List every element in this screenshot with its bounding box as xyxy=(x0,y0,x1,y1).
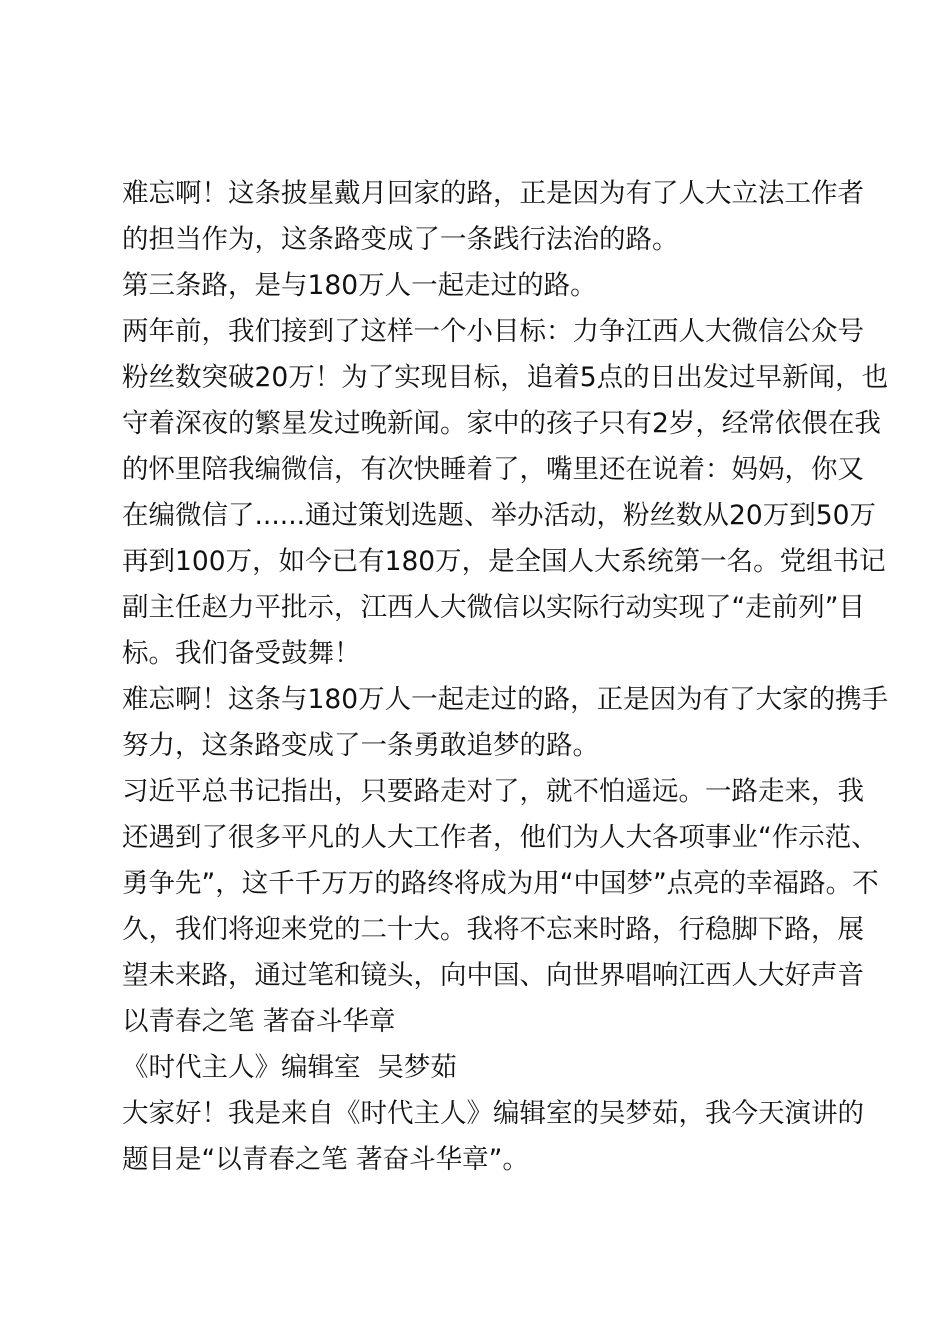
section-title: 以青春之笔 著奋斗华章 xyxy=(122,1006,396,1037)
text-line: 还遇到了很多平凡的人大工作者，他们为人大各项事业“作示范、 xyxy=(122,822,878,853)
text-line: 再到100万，如今已有180万，是全国人大系统第一名。党组书记 xyxy=(122,546,886,577)
author-line: 《时代主人》编辑室 吴梦茹 xyxy=(122,1052,457,1083)
text-line: 勇争先”，这千千万万的路终将成为用“中国梦”点亮的幸福路。不 xyxy=(122,868,879,899)
text-line: 粉丝数突破20万！为了实现目标，追着5点的日出发过早新闻，也 xyxy=(122,362,889,393)
text-line: 守着深夜的繁星发过晚新闻。家中的孩子只有2岁，经常依偎在我 xyxy=(122,408,881,439)
text-line: 题目是“以青春之笔 著奋斗华章”。 xyxy=(122,1144,529,1175)
text-line: 副主任赵力平批示，江西人大微信以实际行动实现了“走前列”目 xyxy=(122,592,865,623)
text-line: 的担当作为，这条路变成了一条践行法治的路。 xyxy=(122,224,679,255)
text-line: 望未来路，通过笔和镜头，向中国、向世界唱响江西人大好声音 xyxy=(122,960,864,991)
text-line: 第三条路，是与180万人一起走过的路。 xyxy=(122,270,597,301)
text-line: 在编微信了......通过策划选题、举办活动，粉丝数从20万到50万 xyxy=(122,500,876,531)
text-line: 难忘啊！这条披星戴月回家的路，正是因为有了人大立法工作者 xyxy=(122,178,864,209)
text-line: 难忘啊！这条与180万人一起走过的路，正是因为有了大家的携手 xyxy=(122,684,889,715)
text-line: 标。我们备受鼓舞！ xyxy=(122,638,361,669)
text-line: 努力，这条路变成了一条勇敢追梦的路。 xyxy=(122,730,599,761)
text-line: 两年前，我们接到了这样一个小目标：力争江西人大微信公众号 xyxy=(122,316,864,347)
document-body xyxy=(122,171,889,1183)
text-line: 大家好！我是来自《时代主人》编辑室的吴梦茹，我今天演讲的 xyxy=(122,1098,864,1129)
text-line: 久，我们将迎来党的二十大。我将不忘来时路，行稳脚下路，展 xyxy=(122,914,864,945)
text-line: 的怀里陪我编微信，有次快睡着了，嘴里还在说着：妈妈，你又 xyxy=(122,454,864,485)
text-line: 习近平总书记指出，只要路走对了，就不怕遥远。一路走来，我 xyxy=(122,776,864,807)
